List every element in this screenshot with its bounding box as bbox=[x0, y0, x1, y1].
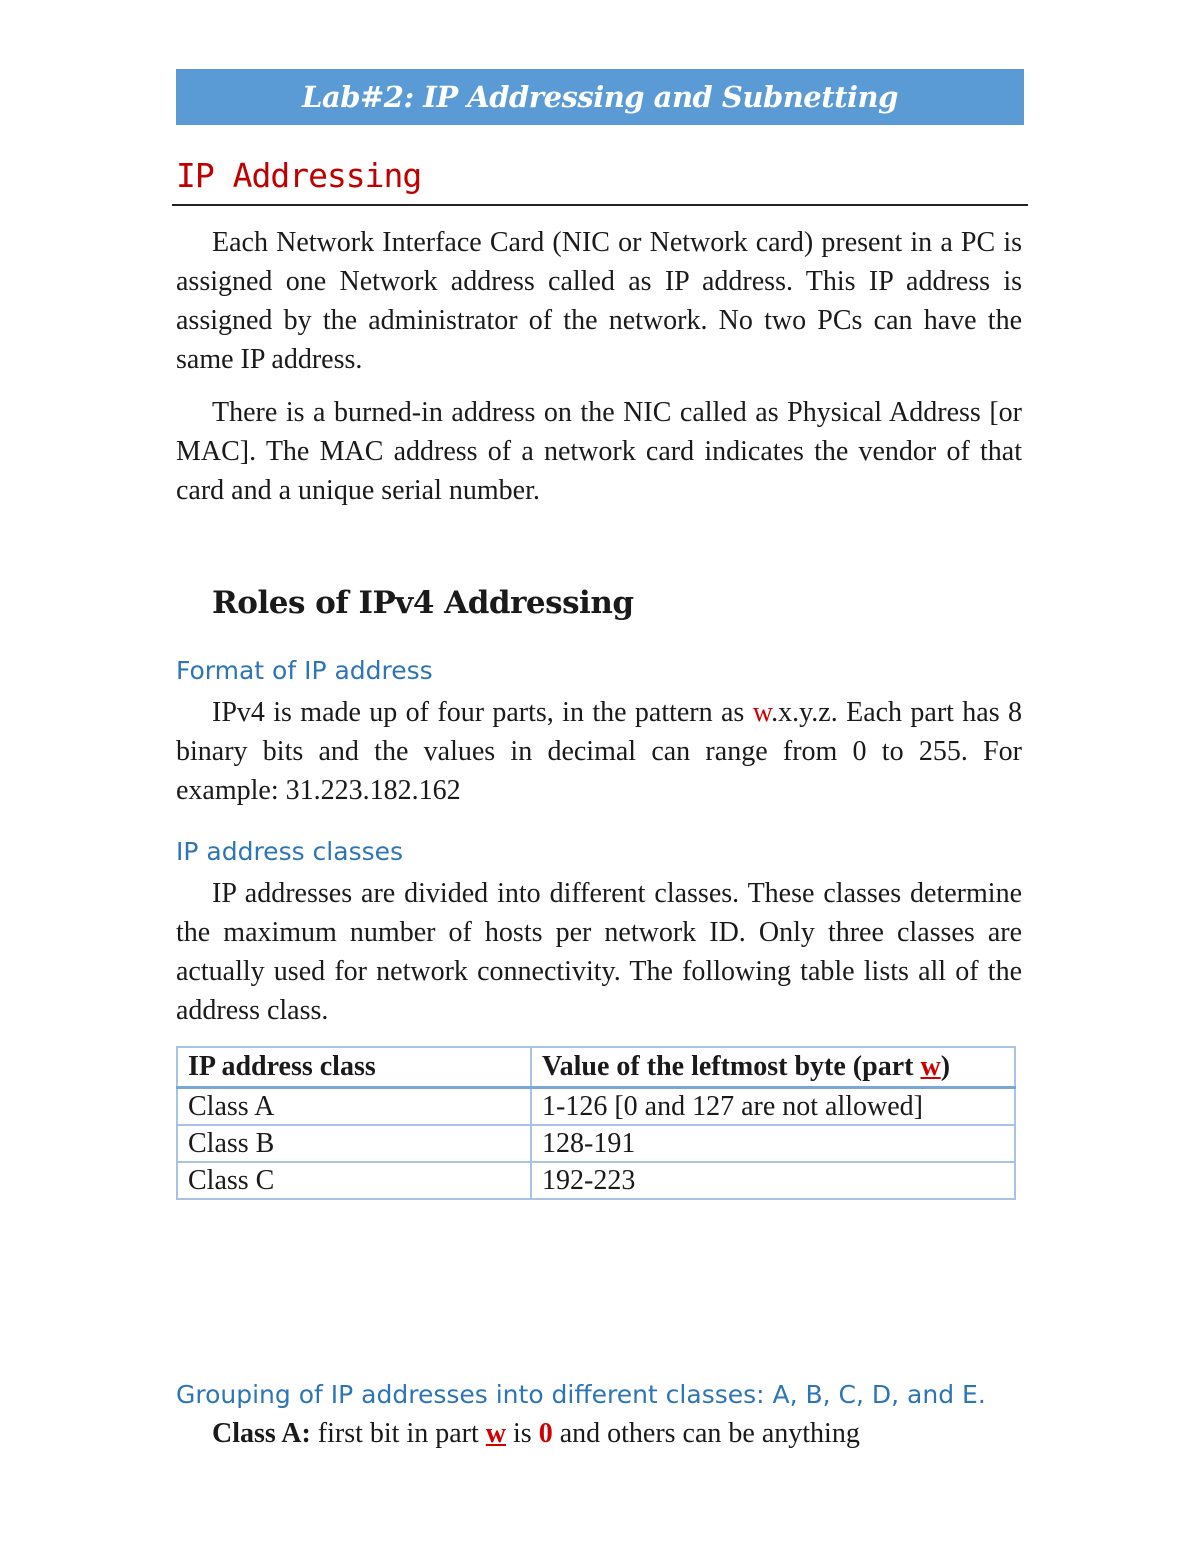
table-header-class: IP address class bbox=[177, 1047, 531, 1088]
class-a-text-1: first bit in part bbox=[310, 1418, 486, 1449]
paragraph-mac: There is a burned-in address on the NIC called as Physical Address [or MAC]. The MAC address of a network card indicates the vendor of that card and a unique serial number. bbox=[176, 397, 1022, 506]
paragraph-nic: Each Network Interface Card (NIC or Network card) present in a PC is assigned one Network address called as IP address. This IP address is assigned by the administrator of the network. No two PCs can have the same IP address. bbox=[176, 227, 1022, 375]
paragraph-format bbox=[176, 693, 1022, 810]
class-a-label: Class A: bbox=[212, 1418, 311, 1449]
address-class-table bbox=[176, 1046, 1016, 1200]
table-cell-class: Class A bbox=[177, 1088, 531, 1126]
table-cell-value: 128-191 bbox=[531, 1125, 1015, 1162]
table-cell-value: 1-126 [0 and 127 are not allowed] bbox=[531, 1088, 1015, 1126]
section-heading-ip-addressing: IP Addressing bbox=[176, 156, 422, 195]
table-row bbox=[177, 1125, 1015, 1162]
table-header-row bbox=[177, 1047, 1015, 1088]
section-heading-roles: Roles of IPv4 Addressing bbox=[212, 585, 634, 621]
heading-divider bbox=[172, 204, 1028, 206]
table-cell-value: 192-223 bbox=[531, 1162, 1015, 1199]
title-banner bbox=[176, 69, 1024, 125]
header-value-highlight-w: w bbox=[920, 1051, 941, 1082]
table-row bbox=[177, 1088, 1015, 1126]
table-header-value bbox=[531, 1047, 1015, 1088]
class-a-text-3: and others can be anything bbox=[552, 1418, 860, 1449]
header-value-pre: Value of the leftmost byte (part bbox=[542, 1051, 921, 1082]
class-a-rule bbox=[212, 1418, 860, 1450]
format-text-post: .x.y.z. Each part has 8 binary bits and the values in decimal can range from 0 to 255. For example: 31.223.182.162 bbox=[176, 697, 1023, 806]
class-a-text-2: is bbox=[506, 1418, 539, 1449]
document-title: Lab#2: IP Addressing and Subnetting bbox=[302, 80, 898, 114]
header-value-post: ) bbox=[940, 1051, 951, 1082]
table-cell-class: Class B bbox=[177, 1125, 531, 1162]
subheading-classes: IP address classes bbox=[176, 837, 404, 866]
table-row bbox=[177, 1162, 1015, 1199]
subheading-format: Format of IP address bbox=[176, 656, 433, 685]
paragraph-classes: IP addresses are divided into different classes. These classes determine the maximum number of hosts per network ID. Only three classes are actually used for network connectivity. The following table lists all of the address class. bbox=[176, 878, 1022, 1026]
table-cell-class: Class C bbox=[177, 1162, 531, 1199]
class-a-highlight-w: w bbox=[485, 1418, 507, 1449]
class-a-highlight-0: 0 bbox=[538, 1418, 553, 1449]
subheading-grouping: Grouping of IP addresses into different classes: A, B, C, D, and E. bbox=[176, 1380, 986, 1409]
format-highlight-w: w bbox=[752, 697, 772, 728]
format-text-pre: IPv4 is made up of four parts, in the pattern as bbox=[212, 697, 753, 728]
